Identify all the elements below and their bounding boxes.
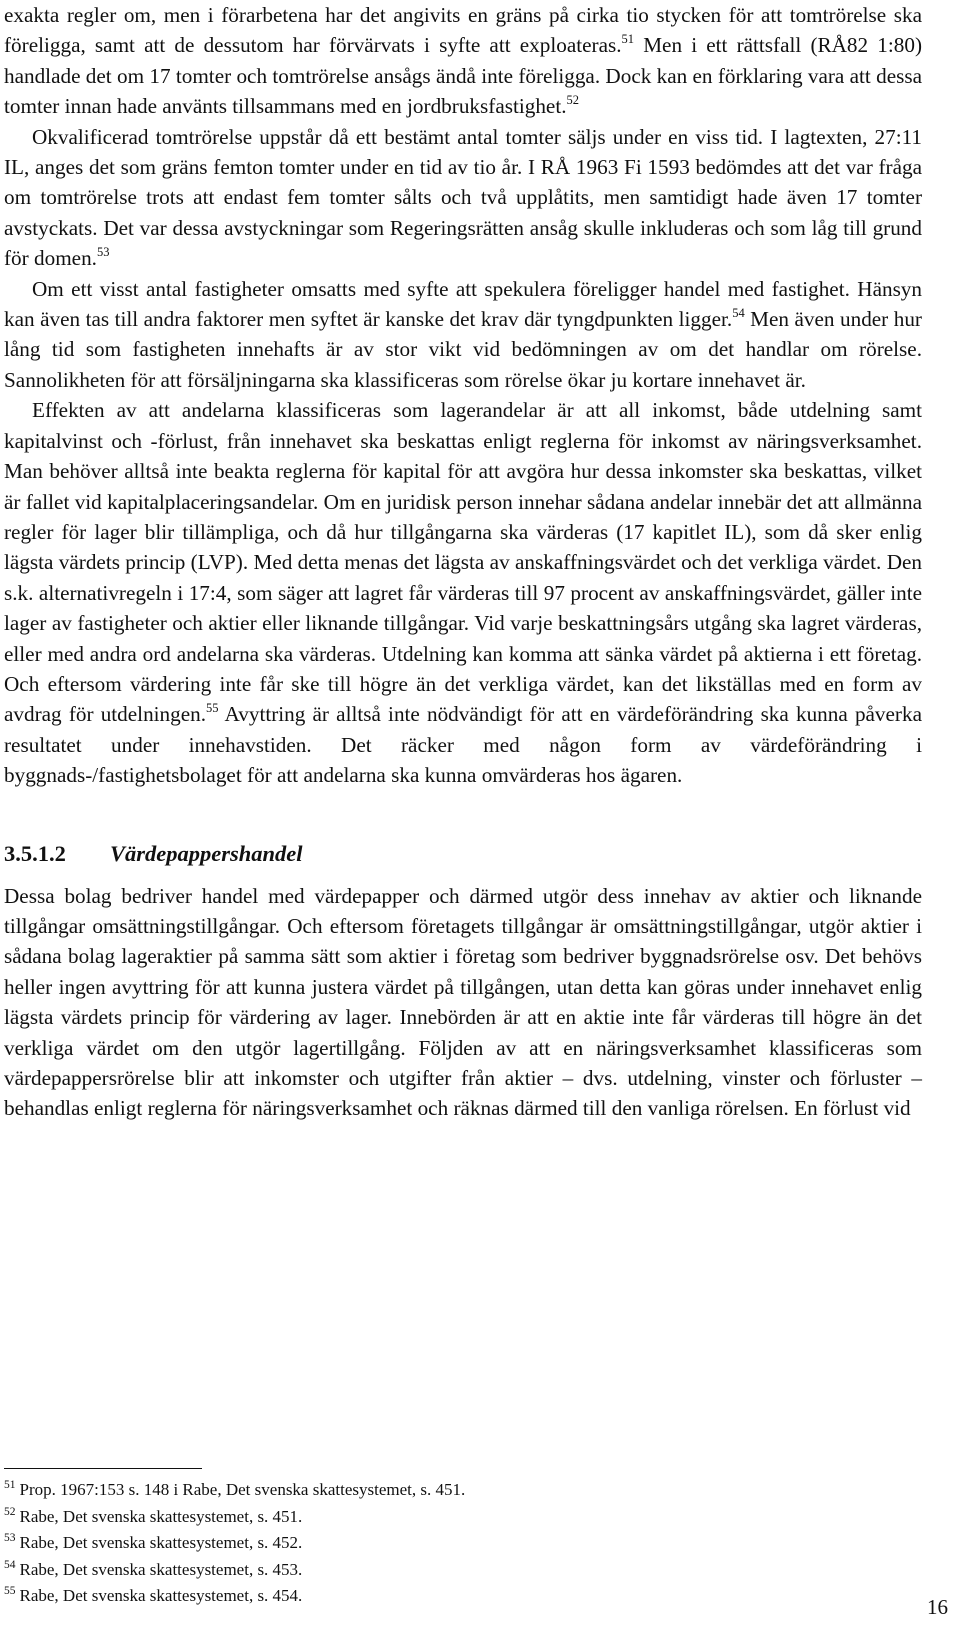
paragraph-vardepappershandel: [4, 881, 922, 1124]
footnote-55: [4, 1583, 922, 1610]
paragraph-text: Om ett visst antal fastigheter omsatts med syfte att spekulera föreligger handel med fastighet. Hänsyn kan även tas till andra faktorer men syftet är kanske det krav där tyngdpunkten ligger.: [4, 276, 922, 332]
footnote-reference[interactable]: 54: [732, 306, 745, 321]
section-number: 3.5.1.2: [4, 840, 66, 866]
paragraph-text: Effekten av att andelarna klassificeras som lagerandelar är att all inkomst, både utdelning samt kapitalvinst och -förlust, från innehavet ska beskattas enligt reglerna för inkomst av näringsverksamhet. Man behöver alltså inte beakta reglerna för kapital för att avgöra hur dessa inkomster ska beskattas, vilket är fallet vid kapitalplaceringsandelar. Om en juridisk person innehar sådana andelar innebär det att allmänna regler för lager blir tillämpliga, och då hur tillgångarna ska värderas (17 kapitlet IL), som då sker enlig lägsta värdets princip (LVP). Med detta menas det lägsta av anskaffningsvärdet och det verkliga värdet. Den s.k. alternativregeln i 17:4, som säger att lagret får värderas till 97 procent av anskaffningsvärdet, gäller inte lager av fastigheter och aktier eller liknande tillgångar. Vid varje beskattningsårs utgång ska lagret värderas, eller med andra ord andelarna ska värderas. Utdelning kan komma att sänka värdet på aktierna i ett företag. Och eftersom värdering inte får ske till högre än det verkliga värdet, kan det likställas med en form av avdrag för utdelningen.: [4, 398, 922, 727]
footnote-reference[interactable]: 53: [96, 245, 110, 260]
paragraph-text: Okvalificerad tomtrörelse uppstår då ett bestämt antal tomter säljs under en viss tid. I lagtexten, 27:11 IL, anges det som gräns femton tomter under en tid av tio år. I RÅ 1963 Fi 1593 bedömdes att det var fråga om tomtrörelse trots att endast fem tomter sålts och två upplåtits, men samtidigt hade även 17 tomter avstyckats. Det var dessa avstyckningar som Regeringsrätten ansåg skulle inkluderas och som låg till grund för domen.: [4, 124, 922, 271]
footnote-51: [4, 1477, 922, 1504]
paragraph-text: exakta regler om, men i förarbetena har det angivits en gräns på cirka tio stycken för att tomtrörelse ska föreligga, samt att de dessutom har förvärvats i syfte att exploateras.: [4, 3, 922, 58]
footnote-text: Prop. 1967:153 s. 148 i Rabe, Det svenska skattesystemet, s. 451.: [19, 1480, 466, 1499]
paragraph-okvalificerad-tomtrorelse: [4, 122, 922, 274]
paragraph-text: Avyttring är alltså inte nödvändigt för att en värdeförändring ska kunna påverka resultatet under innehavstiden. Det räcker med någon form av värdeförändring i byggnads-/fastighetsbolaget för att andelarna ska kunna omvärderas hos ägaren.: [4, 702, 922, 788]
footnote-number: 52: [4, 1505, 16, 1518]
footnote-52: [4, 1504, 922, 1531]
paragraph-handel-med-fastighet: [4, 274, 922, 396]
footnotes: [4, 1477, 922, 1610]
section-title: Värdepappershandel: [110, 840, 303, 866]
body-text: [4, 0, 922, 1124]
paragraph-text: Dessa bolag bedriver handel med värdepapper och därmed utgör dess innehav av aktier och liknande tillgångar omsättningstillgångar. Och eftersom företagets tillgångar är omsättningstillgångar, utgör aktier i sådana bolag lageraktier på samma sätt som aktier i företag som bedriver byggnadsrörelse osv. Det behövs heller ingen avyttring för att kunna justera värdet på tillgången, utan detta kan göras under innehavet enlig lägsta värdets princip för värdering av lager. Innebörden är att en aktie inte får värderas till högre än det verkliga värdet om den utgör lagertillgång. Följden av att en näringsverksamhet klassificeras som värdepappersrörelse blir att inkomster och utgifter från aktier – dvs. utdelning, vinster och förluster – behandlas enligt reglerna för näringsverksamhet och räknas därmed till den vanliga rörelsen. En förlust vid: [4, 883, 922, 1121]
paragraph-continued: [4, 0, 922, 122]
footnote-number: 55: [4, 1585, 16, 1598]
footnote-number: 54: [4, 1558, 16, 1571]
footnote-separator: [4, 1468, 202, 1469]
footnote-reference[interactable]: 51: [621, 32, 635, 47]
footnote-53: [4, 1530, 922, 1557]
footnote-text: Rabe, Det svenska skattesystemet, s. 453.: [19, 1559, 303, 1579]
section-heading: [4, 839, 922, 869]
paragraph-lagerandelar: [4, 395, 922, 790]
footnote-reference[interactable]: 55: [206, 701, 219, 716]
page-number: 16: [927, 1595, 948, 1619]
paragraph-text: Men även under hur lång tid som fastigheten innehafts är av stor vikt vid bedömningen av om det handlar om rörelse. Sannolikheten för att försäljningarna ska klassificeras som rörelse ökar ju kortare innehavet är.: [4, 307, 922, 392]
footnote-text: Rabe, Det svenska skattesystemet, s. 451.: [19, 1506, 303, 1526]
footnote-reference[interactable]: 52: [566, 93, 580, 108]
paragraph-text: Men i ett rättsfall (RÅ82 1:80) handlade det om 17 tomter och tomtrörelse ansågs ändå inte föreligga. Dock kan en förklaring vara att dessa tomter innan hade använts tillsammans med en jordbruksfastighet.: [4, 33, 923, 119]
footnote-54: [4, 1557, 922, 1584]
footnote-text: Rabe, Det svenska skattesystemet, s. 454.: [19, 1586, 303, 1606]
footnote-text: Rabe, Det svenska skattesystemet, s. 452.: [19, 1533, 303, 1553]
footnote-number: 53: [4, 1532, 16, 1545]
footnote-number: 51: [4, 1479, 16, 1491]
